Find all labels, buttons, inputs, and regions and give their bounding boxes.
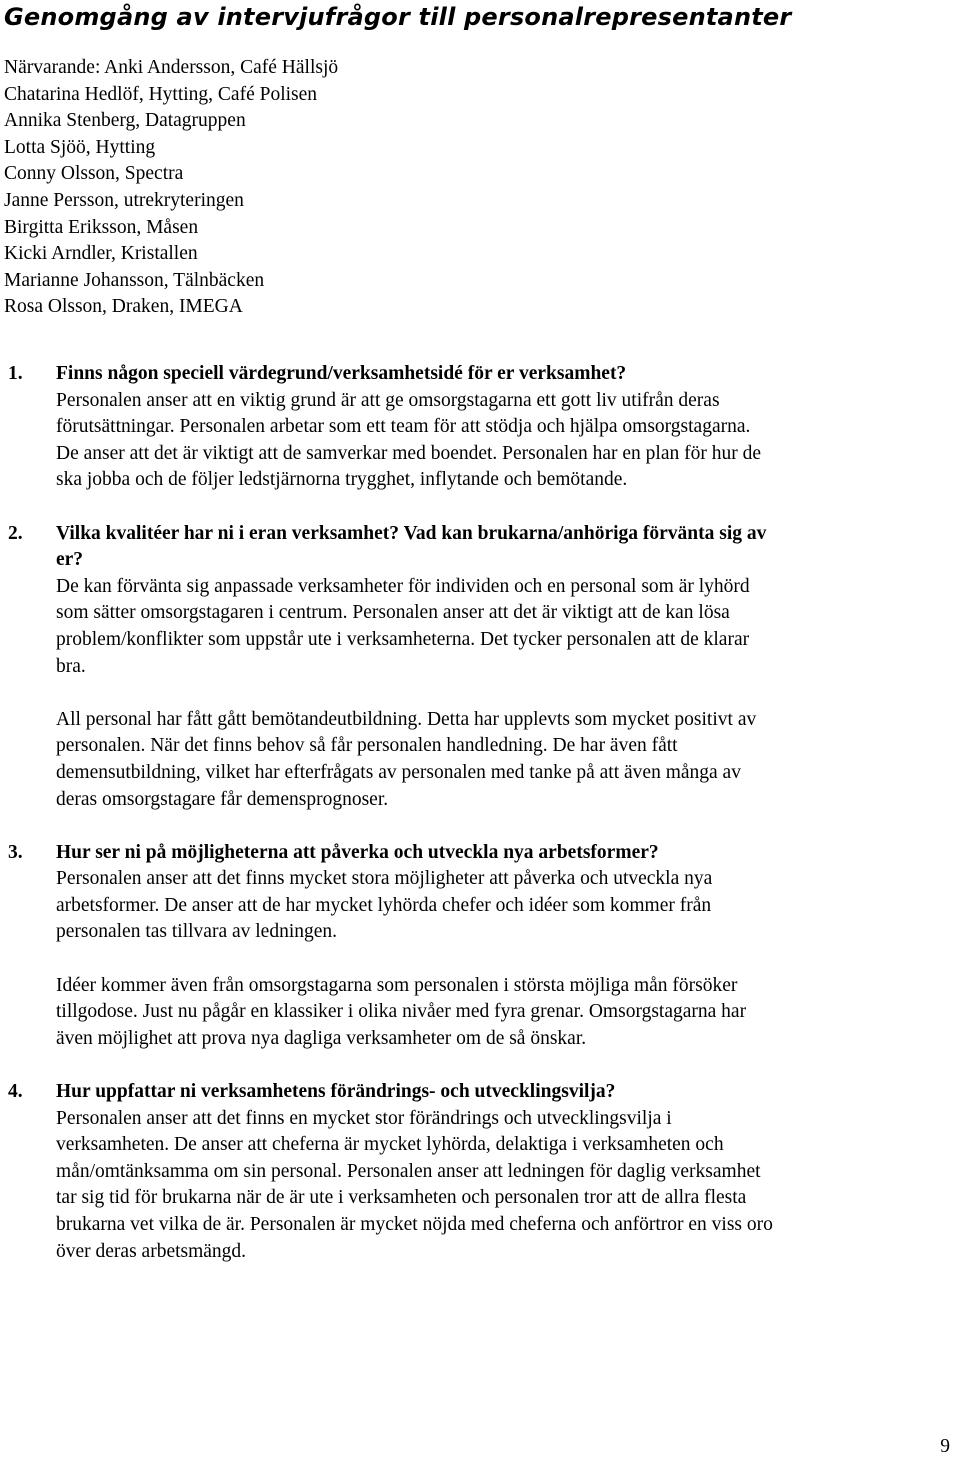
attendee-line: Rosa Olsson, Draken, IMEGA [4, 296, 243, 318]
question-number: 1. [8, 363, 23, 384]
question-item-2 [0, 521, 776, 814]
question-number: 3. [8, 841, 23, 863]
question-item-4 [0, 1079, 776, 1265]
attendee-line: Lotta Sjöö, Hytting [4, 136, 156, 158]
attendee-list [4, 55, 338, 321]
attendee-line: Conny Olsson, Spectra [4, 163, 184, 185]
question-heading: Hur ser ni på möjligheterna att påverka och utveckla nya arbetsformer? [56, 841, 659, 863]
page-number: 9 [940, 1436, 950, 1457]
question-heading: Hur uppfattar ni verksamhetens förändrings- och utvecklingsvilja? [56, 1081, 616, 1103]
attendee-line: Annika Stenberg, Datagruppen [4, 110, 246, 132]
question-list [0, 361, 960, 1265]
attendee-line: Marianne Johansson, Tälnbäcken [4, 269, 265, 291]
document-title: Genomgång av intervjufrågor till personalrepresentanter [4, 3, 792, 31]
answer-paragraph: Personalen anser att det finns mycket stora möjligheter att påverka och utveckla nya arbetsformer. De anser att de har mycket lyhörda chefer och idéer som kommer från personalen tas tillvara av ledningen. [56, 868, 713, 943]
attendee-line: Birgitta Eriksson, Måsen [4, 216, 199, 238]
answer-paragraph: Personalen anser att en viktig grund är att ge omsorgstagarna ett gott liv utifrån deras förutsättningar. Personalen arbetar som ett team för att stödja och hjälpa omsorgstagarna. De anser att det är viktigt att de samverkar med boendet. Personalen har en plan för hur de ska jobba och de följer ledstjärnorna trygghet, inflytande och bemötande. [56, 389, 761, 491]
attendee-line: Kicki Arndler, Kristallen [4, 243, 198, 265]
question-heading: Vilka kvalitéer har ni i eran verksamhet? Vad kan brukarna/anhöriga förvänta sig av er? [56, 522, 767, 571]
question-heading: Finns någon speciell värdegrund/verksamhetsidé för er verksamhet? [56, 363, 627, 384]
question-number: 4. [8, 1081, 23, 1103]
question-number: 2. [8, 522, 23, 544]
attendee-line: Närvarande: Anki Andersson, Café Hällsjö [4, 57, 339, 78]
question-item-1 [0, 361, 776, 494]
answer-paragraph: Personalen anser att det finns en mycket stor förändrings och utvecklingsvilja i verksamheten. De anser att cheferna är mycket lyhörda, delaktiga i verksamheten och mån/omtänksamma om sin personal. Personalen anser att ledningen för daglig verksamhet tar sig tid för brukarna när de är ute i verksamheten och personalen tror att de allra flesta brukarna vet vilka de är. Personalen är mycket nöjda med cheferna och anförtror en viss oro över deras arbetsmängd. [56, 1107, 773, 1262]
answer-paragraph: De kan förvänta sig anpassade verksamheter för individen och en personal som är lyhörd som sätter omsorgstagaren i centrum. Personalen anser att det är viktigt att de kan lösa problem/konflikter som uppstår ute i verksamheterna. Det tycker personalen att de klarar bra. [56, 575, 750, 677]
attendee-line: Chatarina Hedlöf, Hytting, Café Polisen [4, 83, 318, 105]
attendee-line: Janne Persson, utrekryteringen [4, 189, 244, 211]
answer-paragraph: Idéer kommer även från omsorgstagarna som personalen i största möjliga mån försöker tillgodose. Just nu pågår en klassiker i olika nivåer med fyra grenar. Omsorgstagarna har även möjlighet att prova nya dagliga verksamheter om de så önskar. [56, 974, 747, 1049]
question-item-3 [0, 840, 776, 1053]
answer-paragraph: All personal har fått gått bemötandeutbildning. Detta har upplevts som mycket positivt av personalen. När det finns behov så får personalen handledning. De har även fått demensutbildning, vilket har efterfrågats av personalen med tanke på att även många av deras omsorgstagare får demensprognoser. [56, 708, 757, 810]
